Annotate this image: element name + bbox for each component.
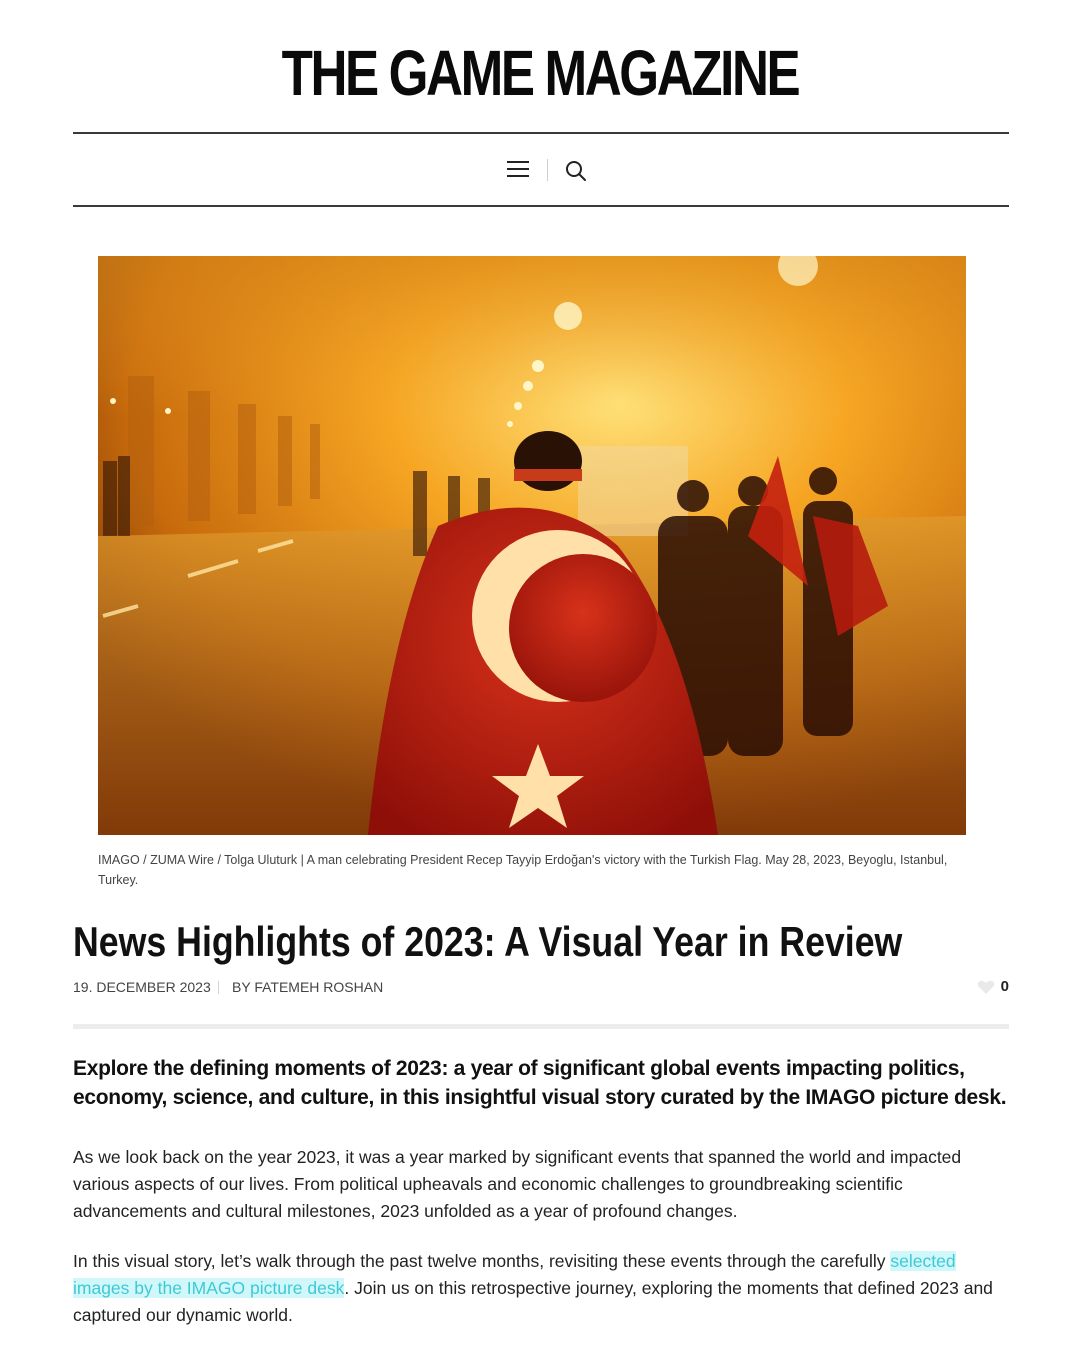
paragraph-2-text-after: . Join us on this retrospective journey, exploring the moments that defined 2023 and captured our dynamic world. bbox=[73, 1278, 993, 1325]
heart-icon bbox=[977, 980, 995, 995]
header-rule-bottom bbox=[73, 205, 1009, 207]
search-icon[interactable] bbox=[563, 158, 589, 184]
article-paragraph-1: As we look back on the year 2023, it was a year marked by significant events that spanned the world and impacted various aspects of our lives. From political upheavals and economic challenges to groundbreaking scientific advancements and cultural milestones, 2023 unfolded as a year of profound changes. bbox=[73, 1147, 962, 1221]
nav-divider bbox=[547, 159, 548, 181]
section-divider bbox=[73, 1024, 1009, 1029]
article-paragraph-2 bbox=[73, 1248, 1009, 1329]
meta-separator bbox=[218, 981, 219, 994]
paragraph-2-text-before: In this visual story, let’s walk through the past twelve months, revisiting these events through the carefully bbox=[73, 1251, 891, 1271]
site-logo[interactable]: THE GAME MAGAZINE bbox=[281, 37, 798, 109]
article-lead: Explore the defining moments of 2023: a year of significant global events impacting politics, economy, science, and culture, in this insightful visual story curated by the IMAGO picture desk. bbox=[73, 1057, 1007, 1109]
like-count: 0 bbox=[1000, 978, 1009, 995]
imago-picture-desk-link[interactable]: selected images by the IMAGO picture desk bbox=[73, 1251, 956, 1298]
hero-caption: IMAGO / ZUMA Wire / Tolga Uluturk | A man celebrating President Recep Tayyip Erdoğan's victory with the Turkish Flag. May 28, 2023, Beyoglu, Istanbul, Turkey. bbox=[98, 853, 948, 887]
article-author[interactable]: BY FATEMEH ROSHAN bbox=[232, 979, 384, 995]
article-date: 19. DECEMBER 2023 bbox=[73, 979, 211, 995]
masthead bbox=[0, 30, 1079, 116]
hero-image[interactable] bbox=[98, 256, 966, 835]
article-headline: News Highlights of 2023: A Visual Year in Review bbox=[73, 918, 903, 965]
nav-bar bbox=[73, 134, 1009, 205]
hamburger-menu-icon[interactable] bbox=[504, 158, 532, 180]
article-meta bbox=[73, 976, 1009, 998]
